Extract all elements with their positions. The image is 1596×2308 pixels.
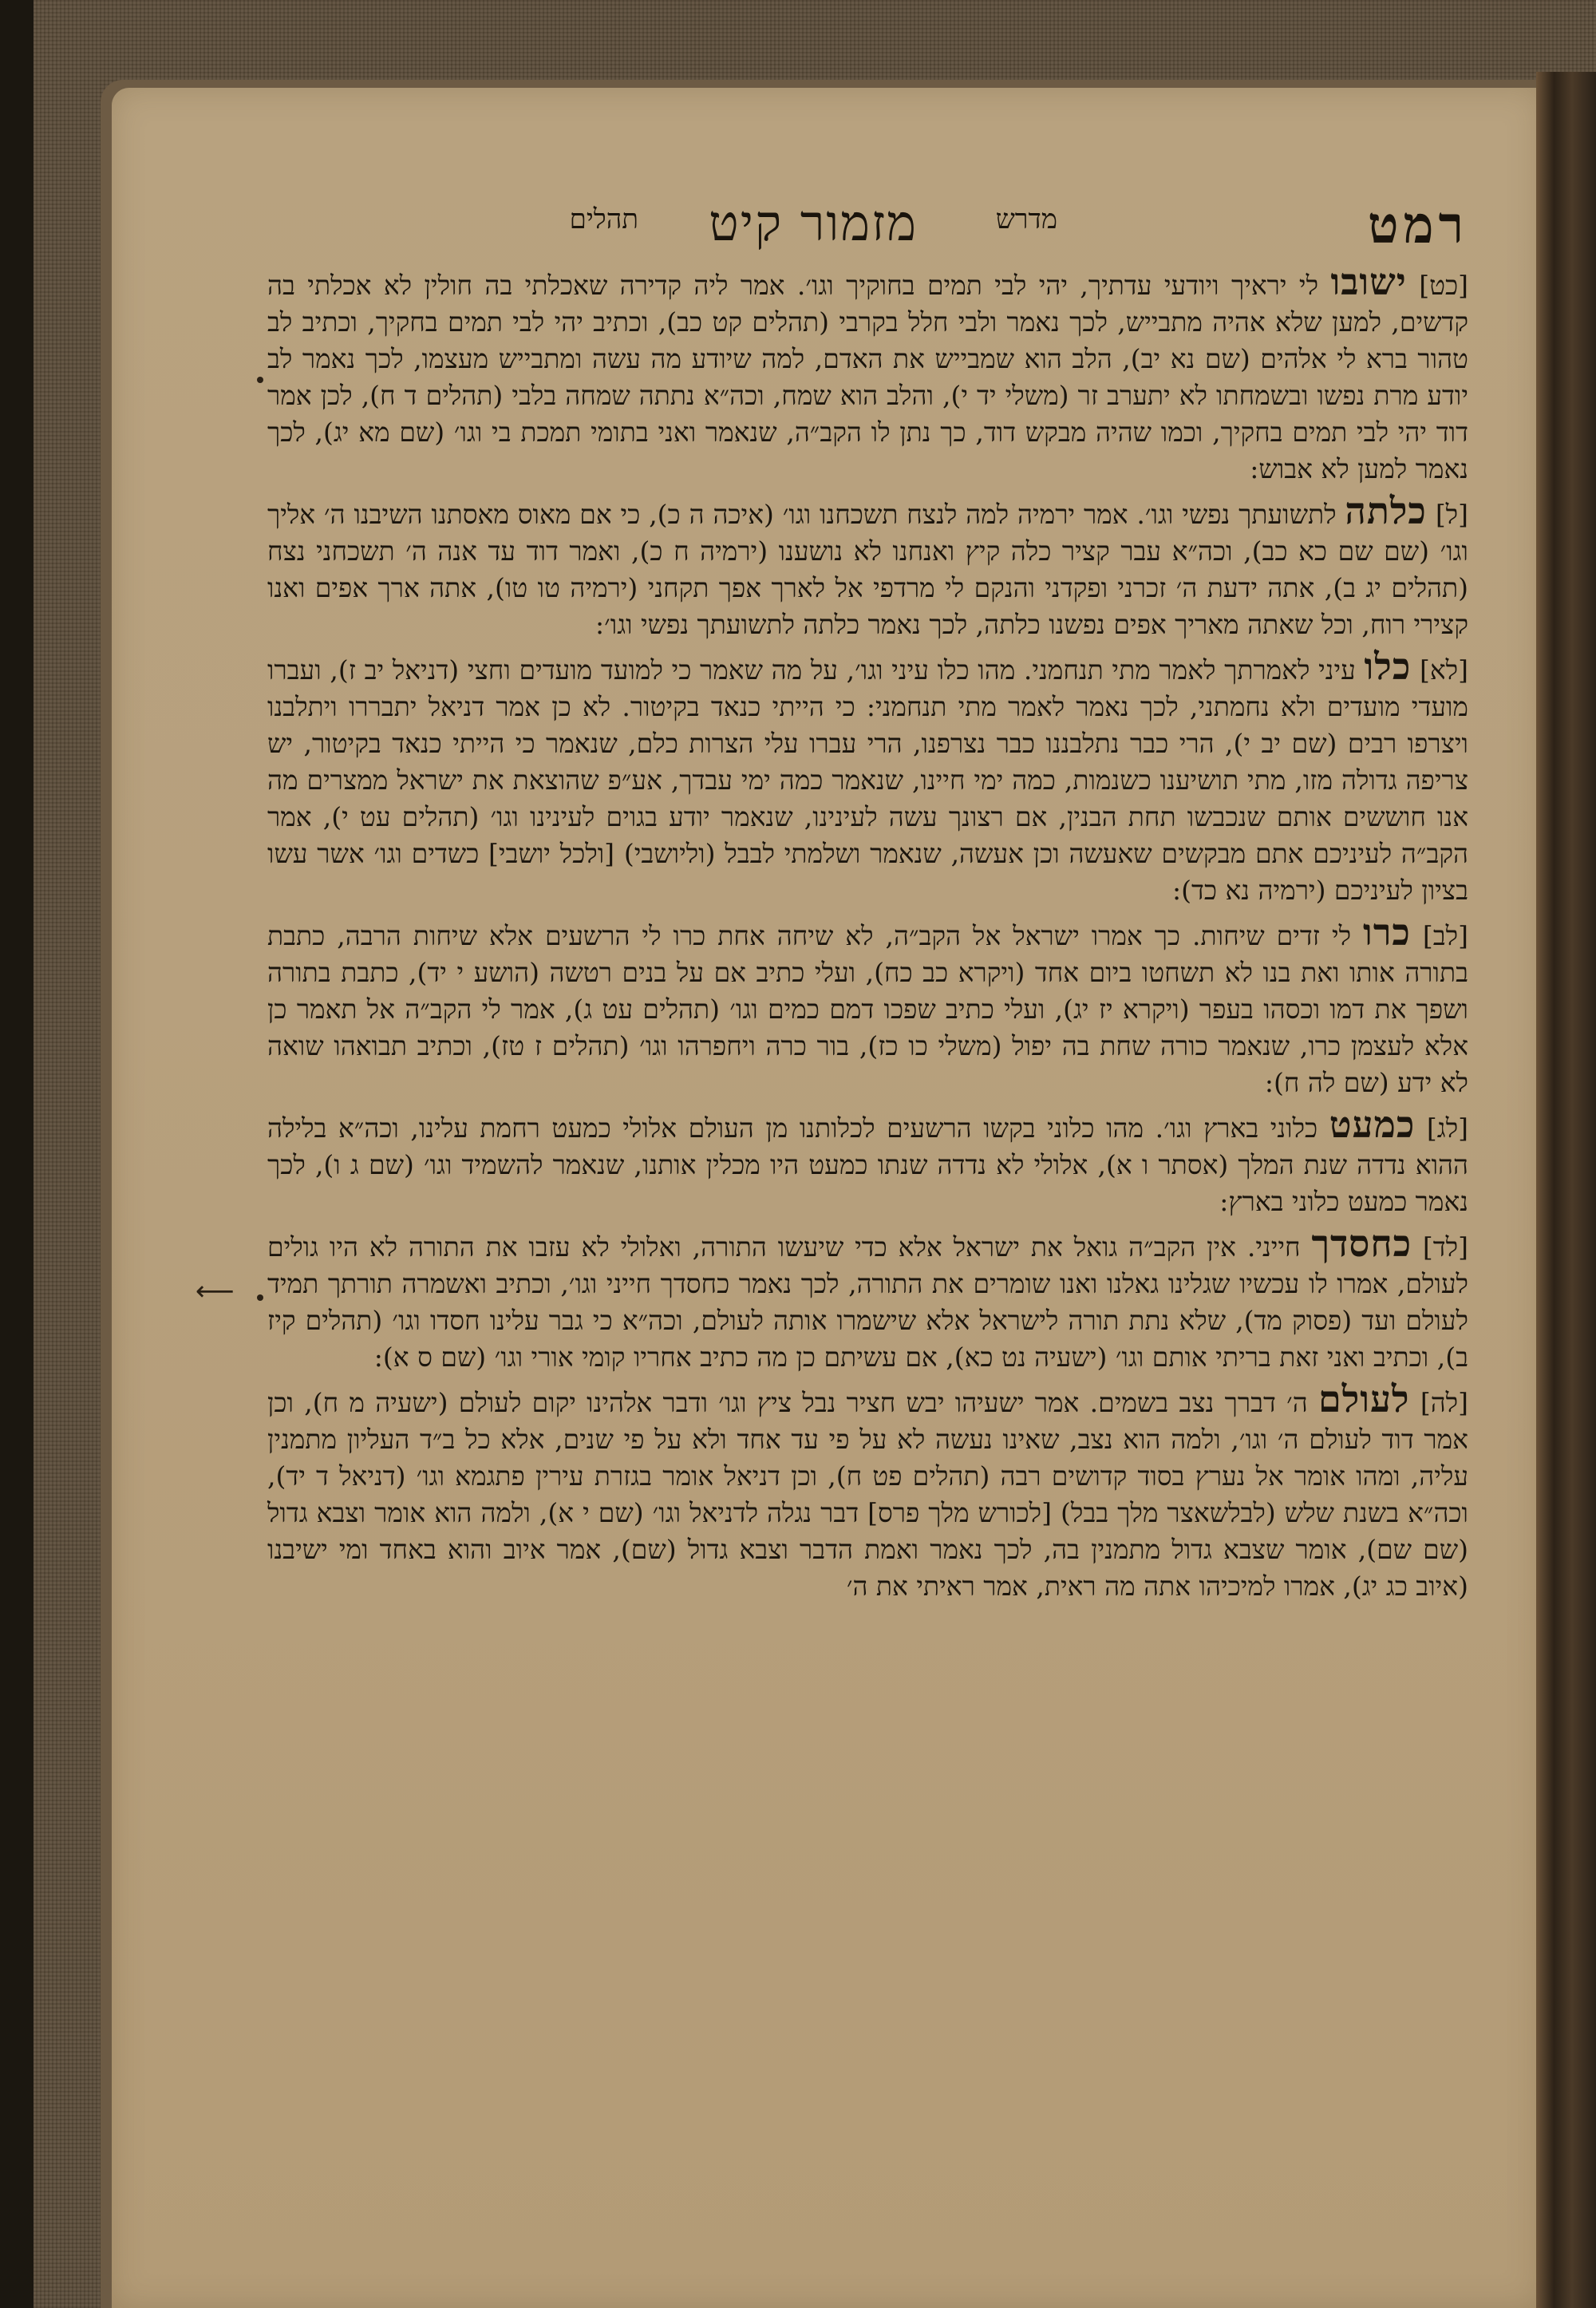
lemma-word: כחסדך: [1311, 1222, 1412, 1265]
paragraph-31: [267, 645, 1468, 909]
cover-edge: [0, 0, 34, 2308]
lemma-word: כרו: [1363, 911, 1411, 954]
lemma-word: כלו: [1364, 645, 1412, 688]
section-number: [לא]: [1420, 654, 1468, 686]
section-number: [לג]: [1426, 1113, 1468, 1144]
running-head-left: מדרש: [995, 204, 1057, 235]
paragraph-34: [267, 1222, 1468, 1376]
paragraph-text: ה׳ דברך נצב בשמים. אמר ישעיהו יבש חציר נבל ציץ וגו׳ ודבר אלהינו יקום לעולם (ישעיה מ ח), וכן אמר דוד לעולם ה׳ וגו׳, ולמה הוא נצב, שאינו נעשה לא על פי עד אחד ולא על פי שנים, אלא כל ב״ד העליון מתמנין עליה, ומהו אומר אל נערץ בסוד קדושים רבה (תהלים פט ח), וכן דניאל אומר בגזרת עירין פתגמא וגו׳ (דניאל ד יד), וכה״א בשנת שלש (לבלשאצר מלך בבל) [לכורש מלך פרס] דבר נגלה לדניאל וגו׳ (שם י א), ולמה הוא אומר וצבא גדול (שם שם), אומר שצבא גדול מתמנין בה, לכך נאמר ואמת הדבר וצבא גדול (שם), אמר איוב והוא באחד ומי ישיבנו (איוב כג יג), אמרו למיכיהו אתה מה ראית, אמר ראיתי את ה׳: [267, 1387, 1468, 1602]
paragraph-29: [267, 260, 1469, 488]
main-text: [267, 260, 1469, 1610]
running-head-right: תהלים: [569, 204, 638, 235]
lemma-word: ישובו: [1330, 260, 1407, 303]
section-number: [לב]: [1422, 920, 1468, 951]
lemma-word: לעולם: [1318, 1377, 1410, 1421]
paragraph-32: [267, 911, 1468, 1101]
lemma-word: כלתה: [1345, 489, 1427, 532]
paragraph-30: [267, 489, 1468, 643]
section-number: [לה]: [1420, 1387, 1468, 1418]
section-number: [לד]: [1422, 1231, 1468, 1263]
book-spine-gutter: [1536, 72, 1596, 2308]
running-head-title: מזמור קיט: [709, 194, 918, 252]
paragraph-text: לי יראיך ויודעי עדתיך, יהי לבי תמים בחוקיך וגו׳. אמר ליה קדירה שאכלתי בה חולין לא אכלתי בה קדשים, למען שלא אהיה מתבייש, לכך נאמר ולבי חלל בקרבי (תהלים קט כב), וכתיב יהי לבי תמים בחקיך, וכתיב לב טהור ברא לי אלהים (שם נא יב), הלב הוא שמבייש את האדם, למה שיודע מה עשה ומתבייש מעצמו, לכך נאמר לב יודע מרת נפשו ובשמחתו לא יתערב זר (משלי יד י), והלב הוא שמח, וכה״א נתתה שמחה בלבי (תהלים ד ח), לכן אמר דוד יהי לבי תמים בחקיך, וכמו שהיה מבקש דוד, כך נתן לו הקב״ה, שנאמר ואני בתומי תמכת בי וגו׳ (שם מא יג), לכך נאמר למען לא אבוש:: [267, 270, 1468, 484]
margin-pencil-mark: ⟵: [196, 1275, 235, 1307]
running-head: [351, 196, 1468, 259]
margin-dot: [257, 377, 263, 383]
paragraph-33: [267, 1103, 1468, 1220]
paragraph-35: [267, 1377, 1468, 1605]
paragraph-text: לי זדים שיחות. כך אמרו ישראל אל הקב״ה, לא שיחה אחת כרו לי הרשעים אלא שיחות הרבה, כתבת בתורה אותו ואת בנו לא תשחטו ביום אחד (ויקרא כב כח), ועלי כתיב אם על בנים רטשה (הושע י יד), כתבת בתורה ושפך את דמו וכסהו בעפר (ויקרא יז יג), ועלי כתיב שפכו דמם כמים וגו׳ (תהלים עט ג), אמר לי הקב״ה אל תאמר כן אלא לעצמן כרו, שנאמר כורה שחת בה יפול (משלי כו כז), בור כרה ויחפרהו וגו׳ (תהלים ז טז), וכתיב תבואהו שואה לא ידע (שם לה ח):: [267, 920, 1468, 1098]
lemma-word: כמעט: [1329, 1103, 1416, 1146]
paragraph-text: עיני לאמרתך לאמר מתי תנחמני. מהו כלו עיני וגו׳, על מה שאמר כי למועד מועדים וחצי (דניאל יב ז), ועברו מועדי מועדים ולא נחמתני, לכך נאמר לאמר מתי תנחמני: כי הייתי כנאד בקיטור. לא כן אמר דניאל יתבררו ויתלבנו ויצרפו רבים (שם יב י), הרי כבר נתלבננו כבר נצרפנו, הרי עברו עלי הצרות כלם, שנאמר כי הייתי כנאד בקיטור, יש צריפה גדולה מזו, מתי תושיענו כשנמות, כמה ימי חיינו, שנאמר כמה ימי עבדך, אע״פ שהוצאת את ישראל ממצרים מה אנו חוששים אותם שנכבשו תחת הבנין, אם רצונך עשה לעינינו, שנאמר יודע בגוים לעינינו וגו׳ (תהלים עט י), אמר הקב״ה לעיניכם אתם מבקשים שאעשה וכן אעשה, שנאמר ושלמתי לבבל (וליושבי) [ולכל יושבי] כשדים וגו׳ אשר עשו בציון לעיניכם (ירמיה נא כד):: [267, 654, 1468, 906]
page-number: רמט: [1367, 196, 1468, 255]
paragraph-text: לתשועתך נפשי וגו׳. אמר ירמיה למה לנצח תשכחנו וגו׳ (איכה ה כ), כי אם מאוס מאסתנו השיבנו ה׳ אליך וגו׳ (שם שם כא כב), וכה״א עבר קציר כלה קיץ ואנחנו לא נושענו (ירמיה ח כ), ואמר דוד עד אנה ה׳ תשכחני נצח (תהלים יג ב), אתה ידעת ה׳ זכרני ופקדני והנקם לי מרדפי אל לארך אפך תקחני (ירמיה טו טו), אתה ארך אפים ואנו קצירי רוח, וכל שאתה מאריך אפים נפשנו כלתה, לכך נאמר כלתה לתשועתך נפשי וגו׳:: [267, 499, 1468, 640]
section-number: [ל]: [1435, 499, 1468, 530]
paragraph-text: כלוני בארץ וגו׳. מהו כלוני בקשו הרשעים לכלותנו מן העולם אלולי כמעט רחמת עלינו, וכה״א בלילה ההוא נדדה שנת המלך (אסתר ו א), אלולי לא נדדה שנתו כמעט היו מכלין אותנו, שנאמר להשמיד וגו׳ (שם ג ו), לכך נאמר כמעט כלוני בארץ:: [267, 1113, 1468, 1217]
paragraph-text: חייני. אין הקב״ה גואל את ישראל אלא כדי שיעשו התורה, ואלולי לא עזבו את התורה לא היו גולים לעולם, אמרו לו עכשיו שגלינו גאלנו ואנו שומרים את התורה, לכך נאמר כחסדך חייני וגו׳, וכתיב ואשמרה תורתך תמיד לעולם ועד (פסוק מד), שלא נתת תורה לישראל אלא שישמרו אותה לעולם, וכה״א כי גבר עלינו חסדו וגו׳ (תהלים קיז ב), וכתיב ואני זאת בריתי אותם וגו׳ (ישעיה נט כא), אם עשיתם כן מה כתיב אחריו קומי אורי וגו׳ (שם ס א):: [267, 1231, 1468, 1373]
section-number: [כט]: [1419, 270, 1469, 301]
